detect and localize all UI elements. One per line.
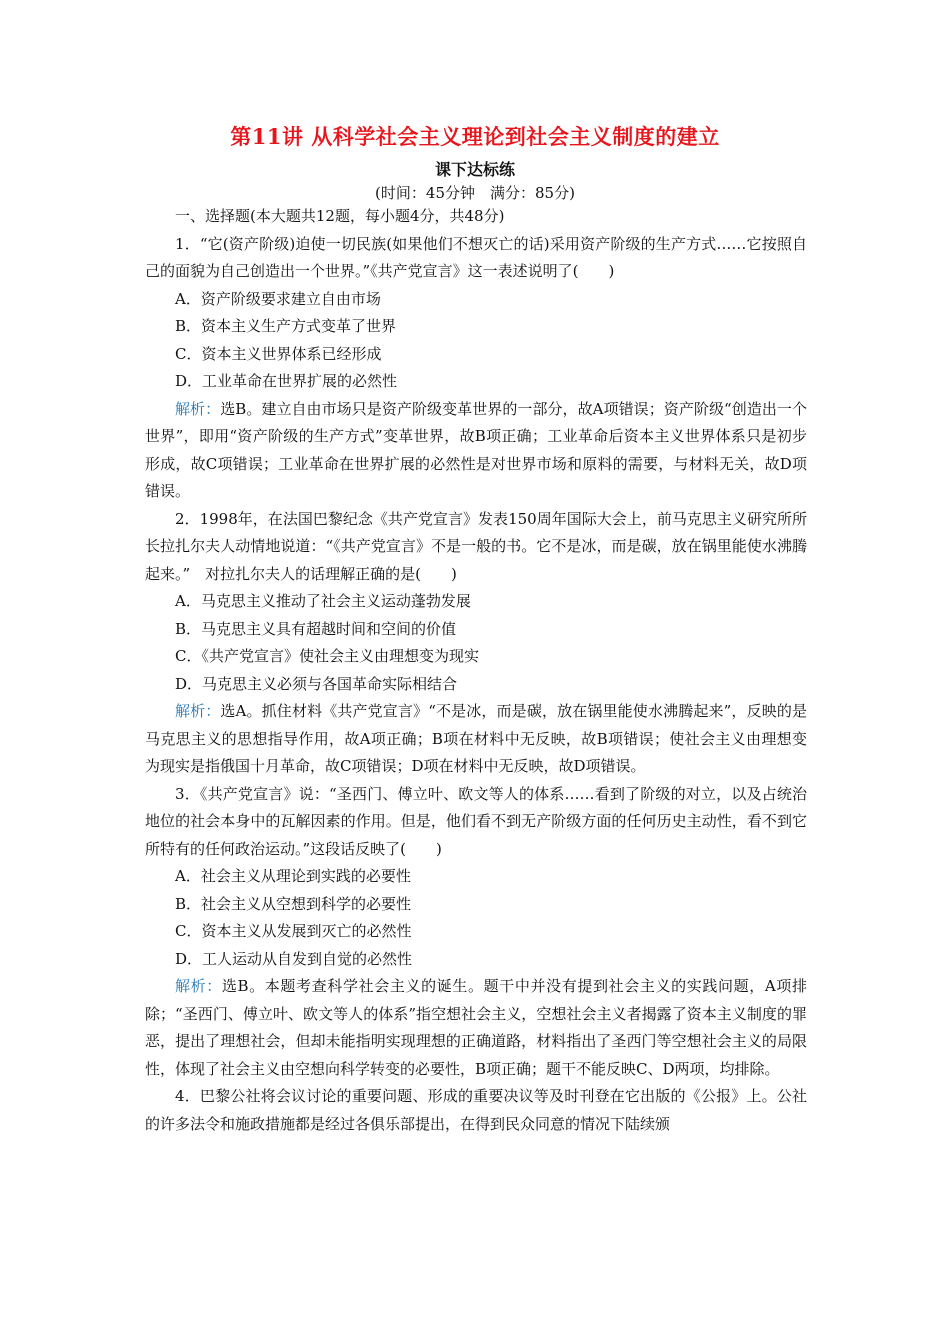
question-stem: 1．“它(资产阶级)迫使一切民族(如果他们不想灭亡的话)采用资产阶级的生产方式……它按照自己的面貌为自己创造出一个世界。”《共产党宣言》这一表述说明了( ) [145, 234, 807, 280]
analysis-label: 解析： [175, 977, 222, 995]
question-stem: 3．《共产党宣言》说：“圣西门、傅立叶、欧文等人的体系……看到了阶级的对立，以及占统治地位的社会本身中的瓦解因素的作用。但是，他们看不到无产阶级方面的任何历史主动性，看不到它所特有的任何政治运动。”这段话反映了( ) [145, 784, 807, 858]
analysis-label: 解析： [175, 702, 221, 720]
section-heading: 一、选择题(本大题共12题，每小题4分，共48分) [175, 207, 505, 225]
option-d: D．马克思主义必须与各国革命实际相结合 [175, 674, 458, 693]
option-c: C．资本主义世界体系已经形成 [175, 344, 382, 363]
time-score-info: (时间：45分钟 满分：85分) [375, 184, 575, 202]
question-3 [145, 781, 807, 1084]
option-a: A．社会主义从理论到实践的必要性 [175, 867, 411, 885]
option-a: A．马克思主义推动了社会主义运动蓬勃发展 [175, 592, 471, 610]
question-2 [145, 506, 807, 781]
analysis [145, 396, 807, 506]
analysis-text: 选A。抓住材料《共产党宣言》“不是冰，而是碳，放在锅里能使水沸腾起来”，反映的是马克思主义的思想指导作用，故A项正确；B项在材料中无反映，故B项错误；使社会主义由理想变为现实是指俄国十月革命，故C项错误；D项在材料中无反映，故D项错误。 [145, 702, 807, 775]
option-b: B．社会主义从空想到科学的必要性 [175, 894, 412, 913]
question-4 [145, 1083, 807, 1138]
question-stem: 2．1998年，在法国巴黎纪念《共产党宣言》发表150周年国际大会上，前马克思主义研究所所长拉扎尔夫人动情地说道：“《共产党宣言》不是一般的书。它不是冰，而是碳，放在锅里能使水沸腾起来。” 对拉扎尔夫人的话理解正确的是( ) [145, 509, 807, 583]
analysis-label: 解析： [175, 399, 221, 418]
option-a: A．资产阶级要求建立自由市场 [175, 289, 381, 308]
analysis-text: 选B。本题考查科学社会主义的诞生。题干中并没有提到社会主义的实践问题，A项排除；“圣西门、傅立叶、欧文等人的体系”指空想社会主义，空想社会主义者揭露了资本主义制度的罪恶，提出了理想社会，但却未能指明实现理想的正确道路，材料指出了圣西门等空想社会主义的局限性，体现了社会主义由空想向科学转变的必要性，B项正确；题干不能反映C、D两项，均排除。 [145, 977, 807, 1078]
analysis [145, 973, 807, 1083]
lesson-title: 第11讲 从科学社会主义理论到社会主义制度的建立 [230, 124, 720, 149]
option-c: C．资本主义从发展到灭亡的必然性 [175, 922, 412, 940]
document-body [145, 203, 807, 1138]
option-b: B．马克思主义具有超越时间和空间的价值 [175, 619, 457, 638]
option-d: D．工业革命在世界扩展的必然性 [175, 372, 398, 390]
question-1 [145, 231, 807, 506]
lesson-subtitle: 课下达标练 [434, 160, 515, 179]
analysis [145, 698, 807, 781]
analysis-text: 选B。建立自由市场只是资产阶级变革世界的一部分，故A项错误；资产阶级“创造出一个世界”，即用“资产阶级的生产方式”变革世界，故B项正确；工业革命后资本主义世界体系只是初步形成，故C项错误；工业革命在世界扩展的必然性是对世界市场和原料的需要，与材料无关，故D项错误。 [145, 399, 807, 500]
option-d: D．工人运动从自发到自觉的必然性 [175, 949, 413, 968]
question-stem: 4．巴黎公社将会议讨论的重要问题、形成的重要决议等及时刊登在它出版的《公报》上。公社的许多法令和施政措施都是经过各俱乐部提出，在得到民众同意的情况下陆续颁 [145, 1087, 807, 1133]
option-c: C．《共产党宣言》使社会主义由理想变为现实 [175, 647, 479, 665]
option-b: B．资本主义生产方式变革了世界 [175, 317, 397, 335]
